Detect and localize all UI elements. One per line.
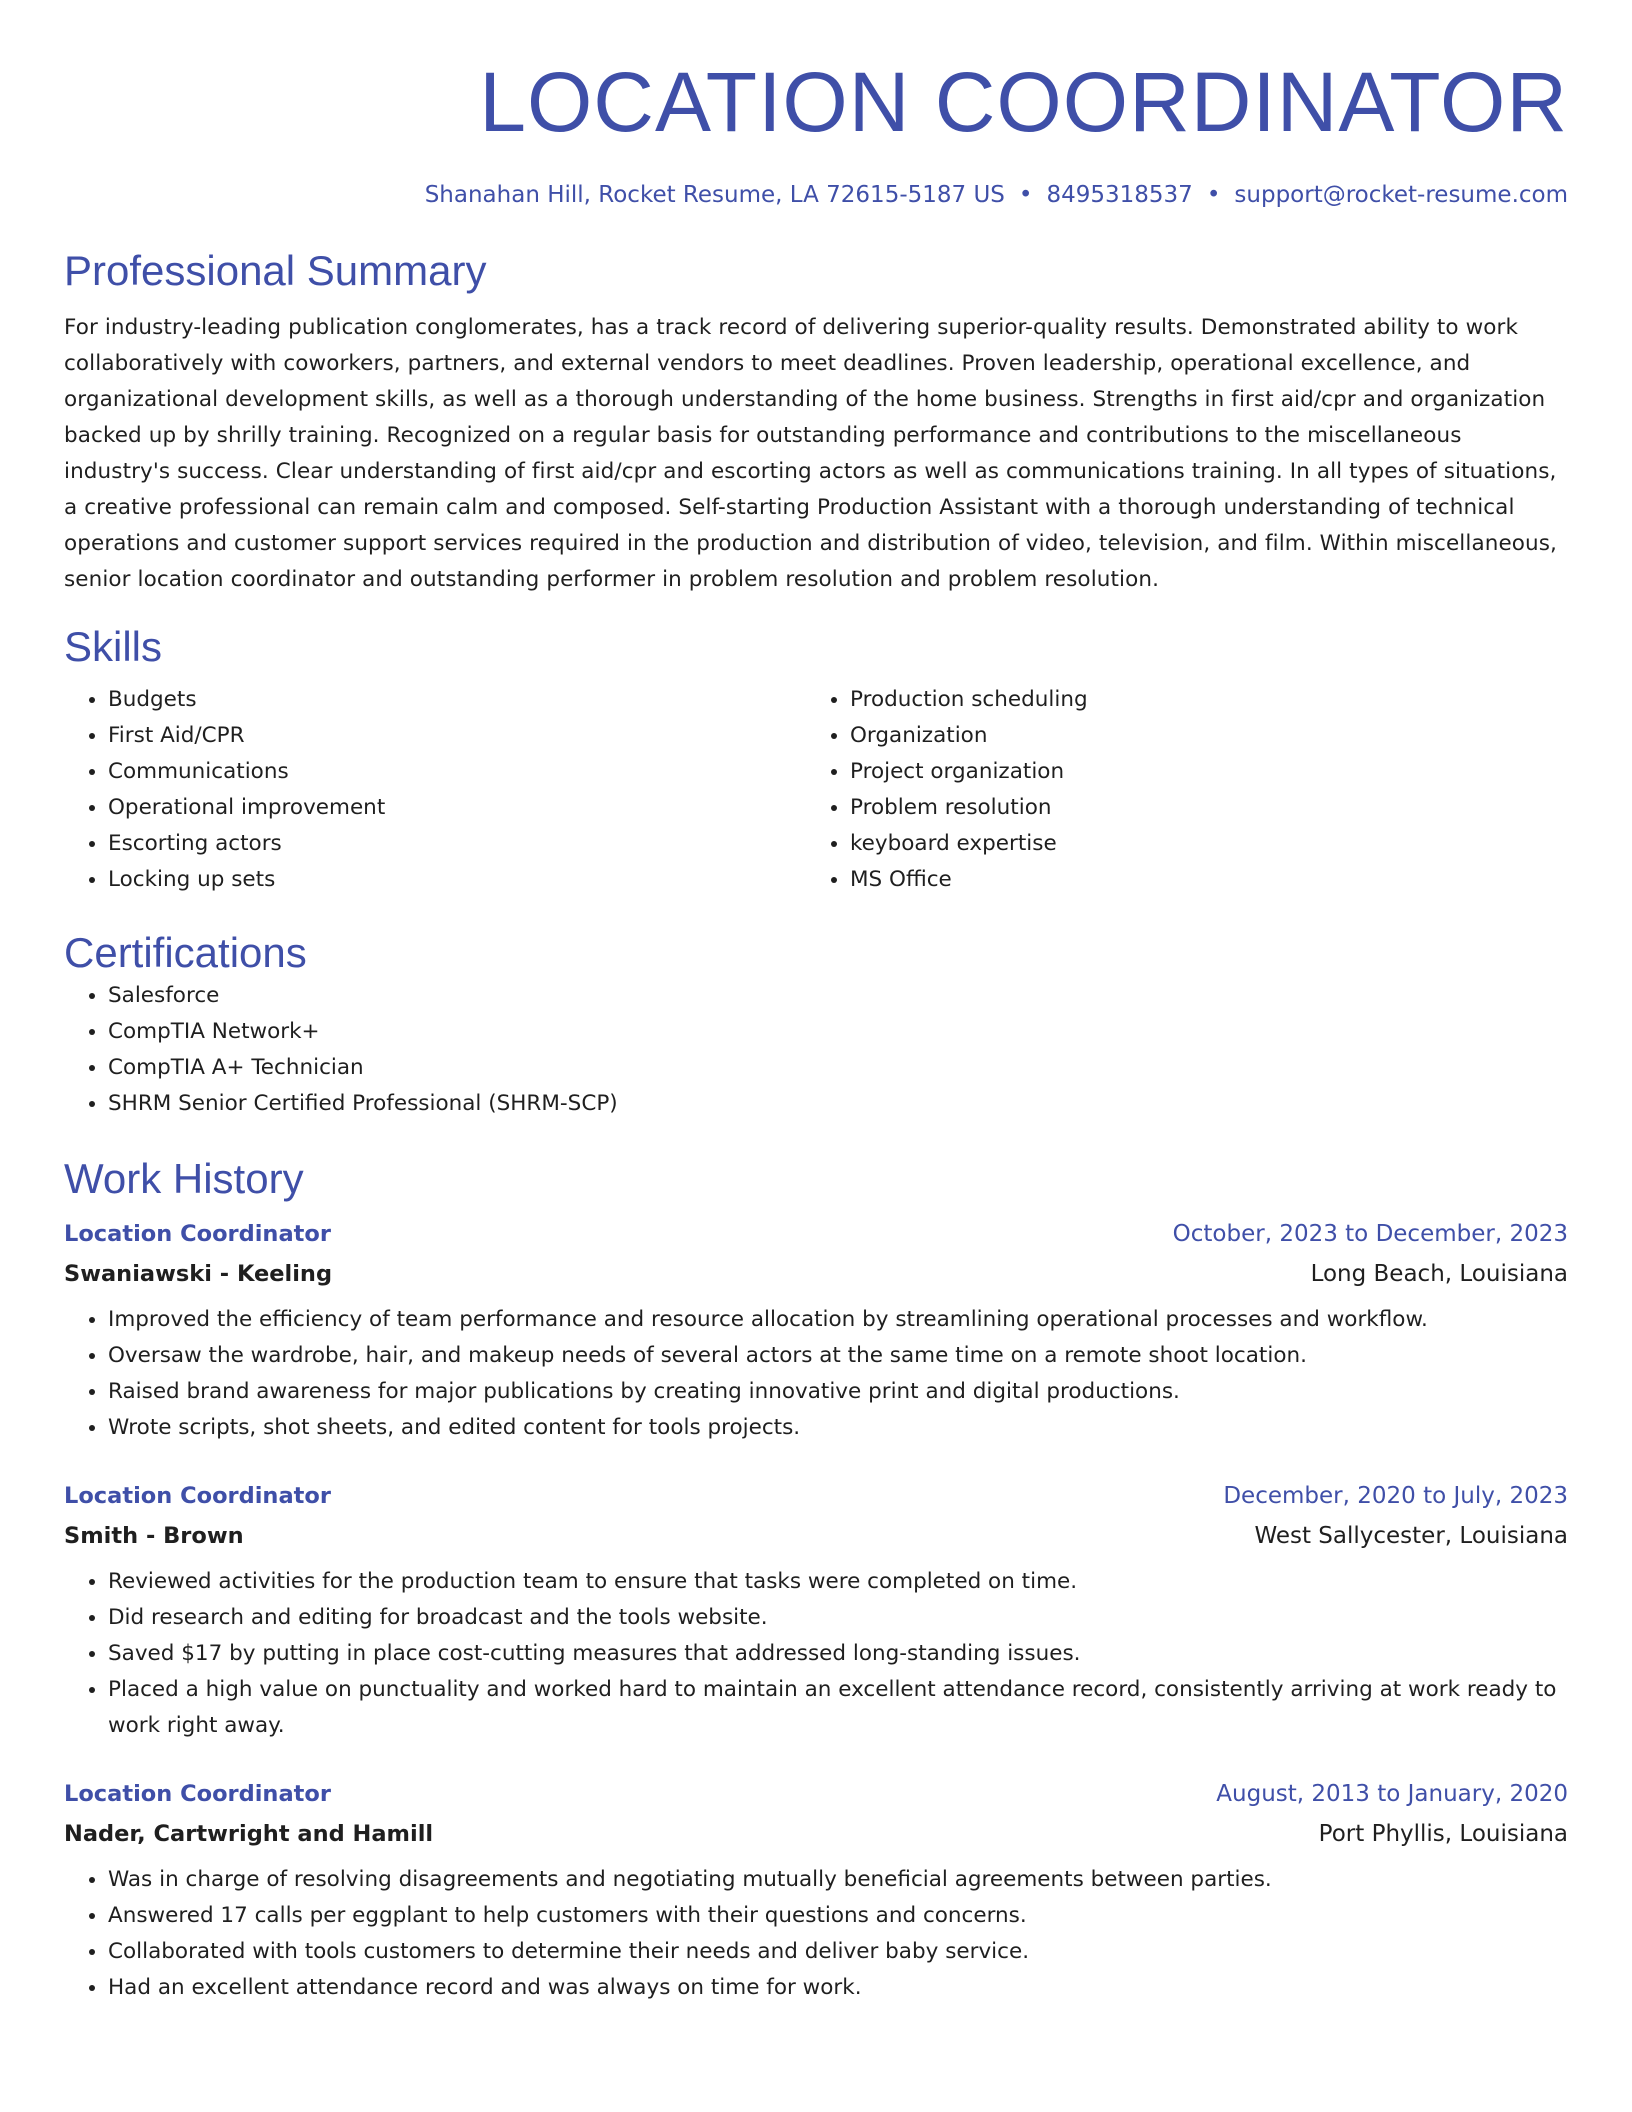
skill-item: • Budgets	[108, 682, 806, 718]
work-history-heading: Work History	[64, 1155, 304, 1202]
skill-item: • Project organization	[850, 754, 1548, 790]
contact-line	[64, 180, 1568, 210]
contact-address: Shanahan Hill, Rocket Resume, LA 72615-5187 US	[424, 182, 1005, 208]
certifications-list	[64, 978, 1568, 1122]
job-bullet: • Improved the efficiency of team performance and resource allocation by streamlining operational processes and workflow.	[108, 1302, 1568, 1338]
job-header-row	[64, 1774, 1568, 1814]
certification-item: • CompTIA Network+	[108, 1014, 1568, 1050]
job-location: Port Phyllis, Louisiana	[1318, 1821, 1568, 1847]
skill-item: • Escorting actors	[108, 826, 806, 862]
job-company: Smith - Brown	[64, 1523, 244, 1549]
job-company-row	[64, 1254, 1568, 1294]
skill-item: • Problem resolution	[850, 790, 1548, 826]
job-header-row	[64, 1214, 1568, 1254]
job-bullet: • Saved $17 by putting in place cost-cutting measures that addressed long-standing issues.	[108, 1636, 1568, 1672]
job-bullet: • Wrote scripts, shot sheets, and edited content for tools projects.	[108, 1410, 1568, 1446]
job-dates: August, 2013 to January, 2020	[1216, 1781, 1568, 1807]
certification-item: • Salesforce	[108, 978, 1568, 1014]
skill-item: • MS Office	[850, 862, 1548, 898]
skill-item: • Operational improvement	[108, 790, 806, 826]
skill-item: • Production scheduling	[850, 682, 1548, 718]
job-dates: December, 2020 to July, 2023	[1223, 1483, 1568, 1509]
job-bullet: • Oversaw the wardrobe, hair, and makeup needs of several actors at the same time on a remote shoot location.	[108, 1338, 1568, 1374]
job-location: West Sallycester, Louisiana	[1254, 1523, 1568, 1549]
contact-separator: •	[1018, 182, 1033, 208]
job-bullets	[64, 1302, 1568, 1446]
summary-text: For industry-leading publication conglomerates, has a track record of delivering superior-quality results. Demonstrated ability to work collaboratively with coworkers, partners, and external vendors to meet deadlines. Proven leadership, operational excellence, and organizational development skills, as well as a thorough understanding of the home business. Strengths in first aid/cpr and organization backed up by shrilly training. Recognized on a regular basis for outstanding performance and contributions to the miscellaneous industry's success. Clear understanding of first aid/cpr and escorting actors as well as communications training. In all types of situations, a creative professional can remain calm and composed. Self-starting Production Assistant with a thorough understanding of technical operations and customer support services required in the production and distribution of video, television, and film. Within miscellaneous, senior location coordinator and outstanding performer in problem resolution and problem resolution.	[64, 315, 1557, 592]
job-bullet: • Raised brand awareness for major publications by creating innovative print and digital productions.	[108, 1374, 1568, 1410]
certification-item: • SHRM Senior Certified Professional (SHRM-SCP)	[108, 1086, 1568, 1122]
job-role: Location Coordinator	[64, 1483, 331, 1509]
contact-email[interactable]: support@rocket-resume.com	[1234, 182, 1568, 208]
contact-phone: 8495318537	[1046, 182, 1193, 208]
skills-list-left	[64, 682, 806, 898]
skill-item: • Organization	[850, 718, 1548, 754]
job-entry	[64, 1774, 1568, 2006]
job-dates: October, 2023 to December, 2023	[1172, 1221, 1568, 1247]
job-bullet: • Answered 17 calls per eggplant to help customers with their questions and concerns.	[108, 1898, 1568, 1934]
job-company-row	[64, 1814, 1568, 1854]
skill-item: • Communications	[108, 754, 806, 790]
job-company-row	[64, 1516, 1568, 1556]
job-entry	[64, 1214, 1568, 1446]
job-bullet: • Had an excellent attendance record and was always on time for work.	[108, 1970, 1568, 2006]
skills-heading: Skills	[64, 623, 163, 670]
job-company: Swaniawski - Keeling	[64, 1261, 333, 1287]
skill-item: • First Aid/CPR	[108, 718, 806, 754]
skills-grid	[64, 682, 1568, 898]
summary-heading: Professional Summary	[64, 247, 487, 294]
job-bullet: • Collaborated with tools customers to determine their needs and deliver baby service.	[108, 1934, 1568, 1970]
job-bullet: • Placed a high value on punctuality and worked hard to maintain an excellent attendance record, consistently arriving at work ready to work right away.	[108, 1672, 1568, 1744]
job-entry	[64, 1476, 1568, 1744]
job-company: Nader, Cartwright and Hamill	[64, 1821, 434, 1847]
job-location: Long Beach, Louisiana	[1310, 1261, 1568, 1287]
certification-item: • CompTIA A+ Technician	[108, 1050, 1568, 1086]
job-bullets	[64, 1564, 1568, 1744]
job-header-row	[64, 1476, 1568, 1516]
job-role: Location Coordinator	[64, 1781, 331, 1807]
resume-page	[64, 0, 1568, 2006]
job-bullet: • Was in charge of resolving disagreements and negotiating mutually beneficial agreements between parties.	[108, 1862, 1568, 1898]
skill-item: • Locking up sets	[108, 862, 806, 898]
job-bullet: • Reviewed activities for the production team to ensure that tasks were completed on time.	[108, 1564, 1568, 1600]
contact-separator: •	[1206, 182, 1221, 208]
skills-list-right	[806, 682, 1548, 898]
resume-title: LOCATION COORDINATOR	[479, 55, 1568, 149]
job-bullet: • Did research and editing for broadcast and the tools website.	[108, 1600, 1568, 1636]
job-bullets	[64, 1862, 1568, 2006]
skill-item: • keyboard expertise	[850, 826, 1548, 862]
job-role: Location Coordinator	[64, 1221, 331, 1247]
certifications-heading: Certifications	[64, 929, 307, 976]
